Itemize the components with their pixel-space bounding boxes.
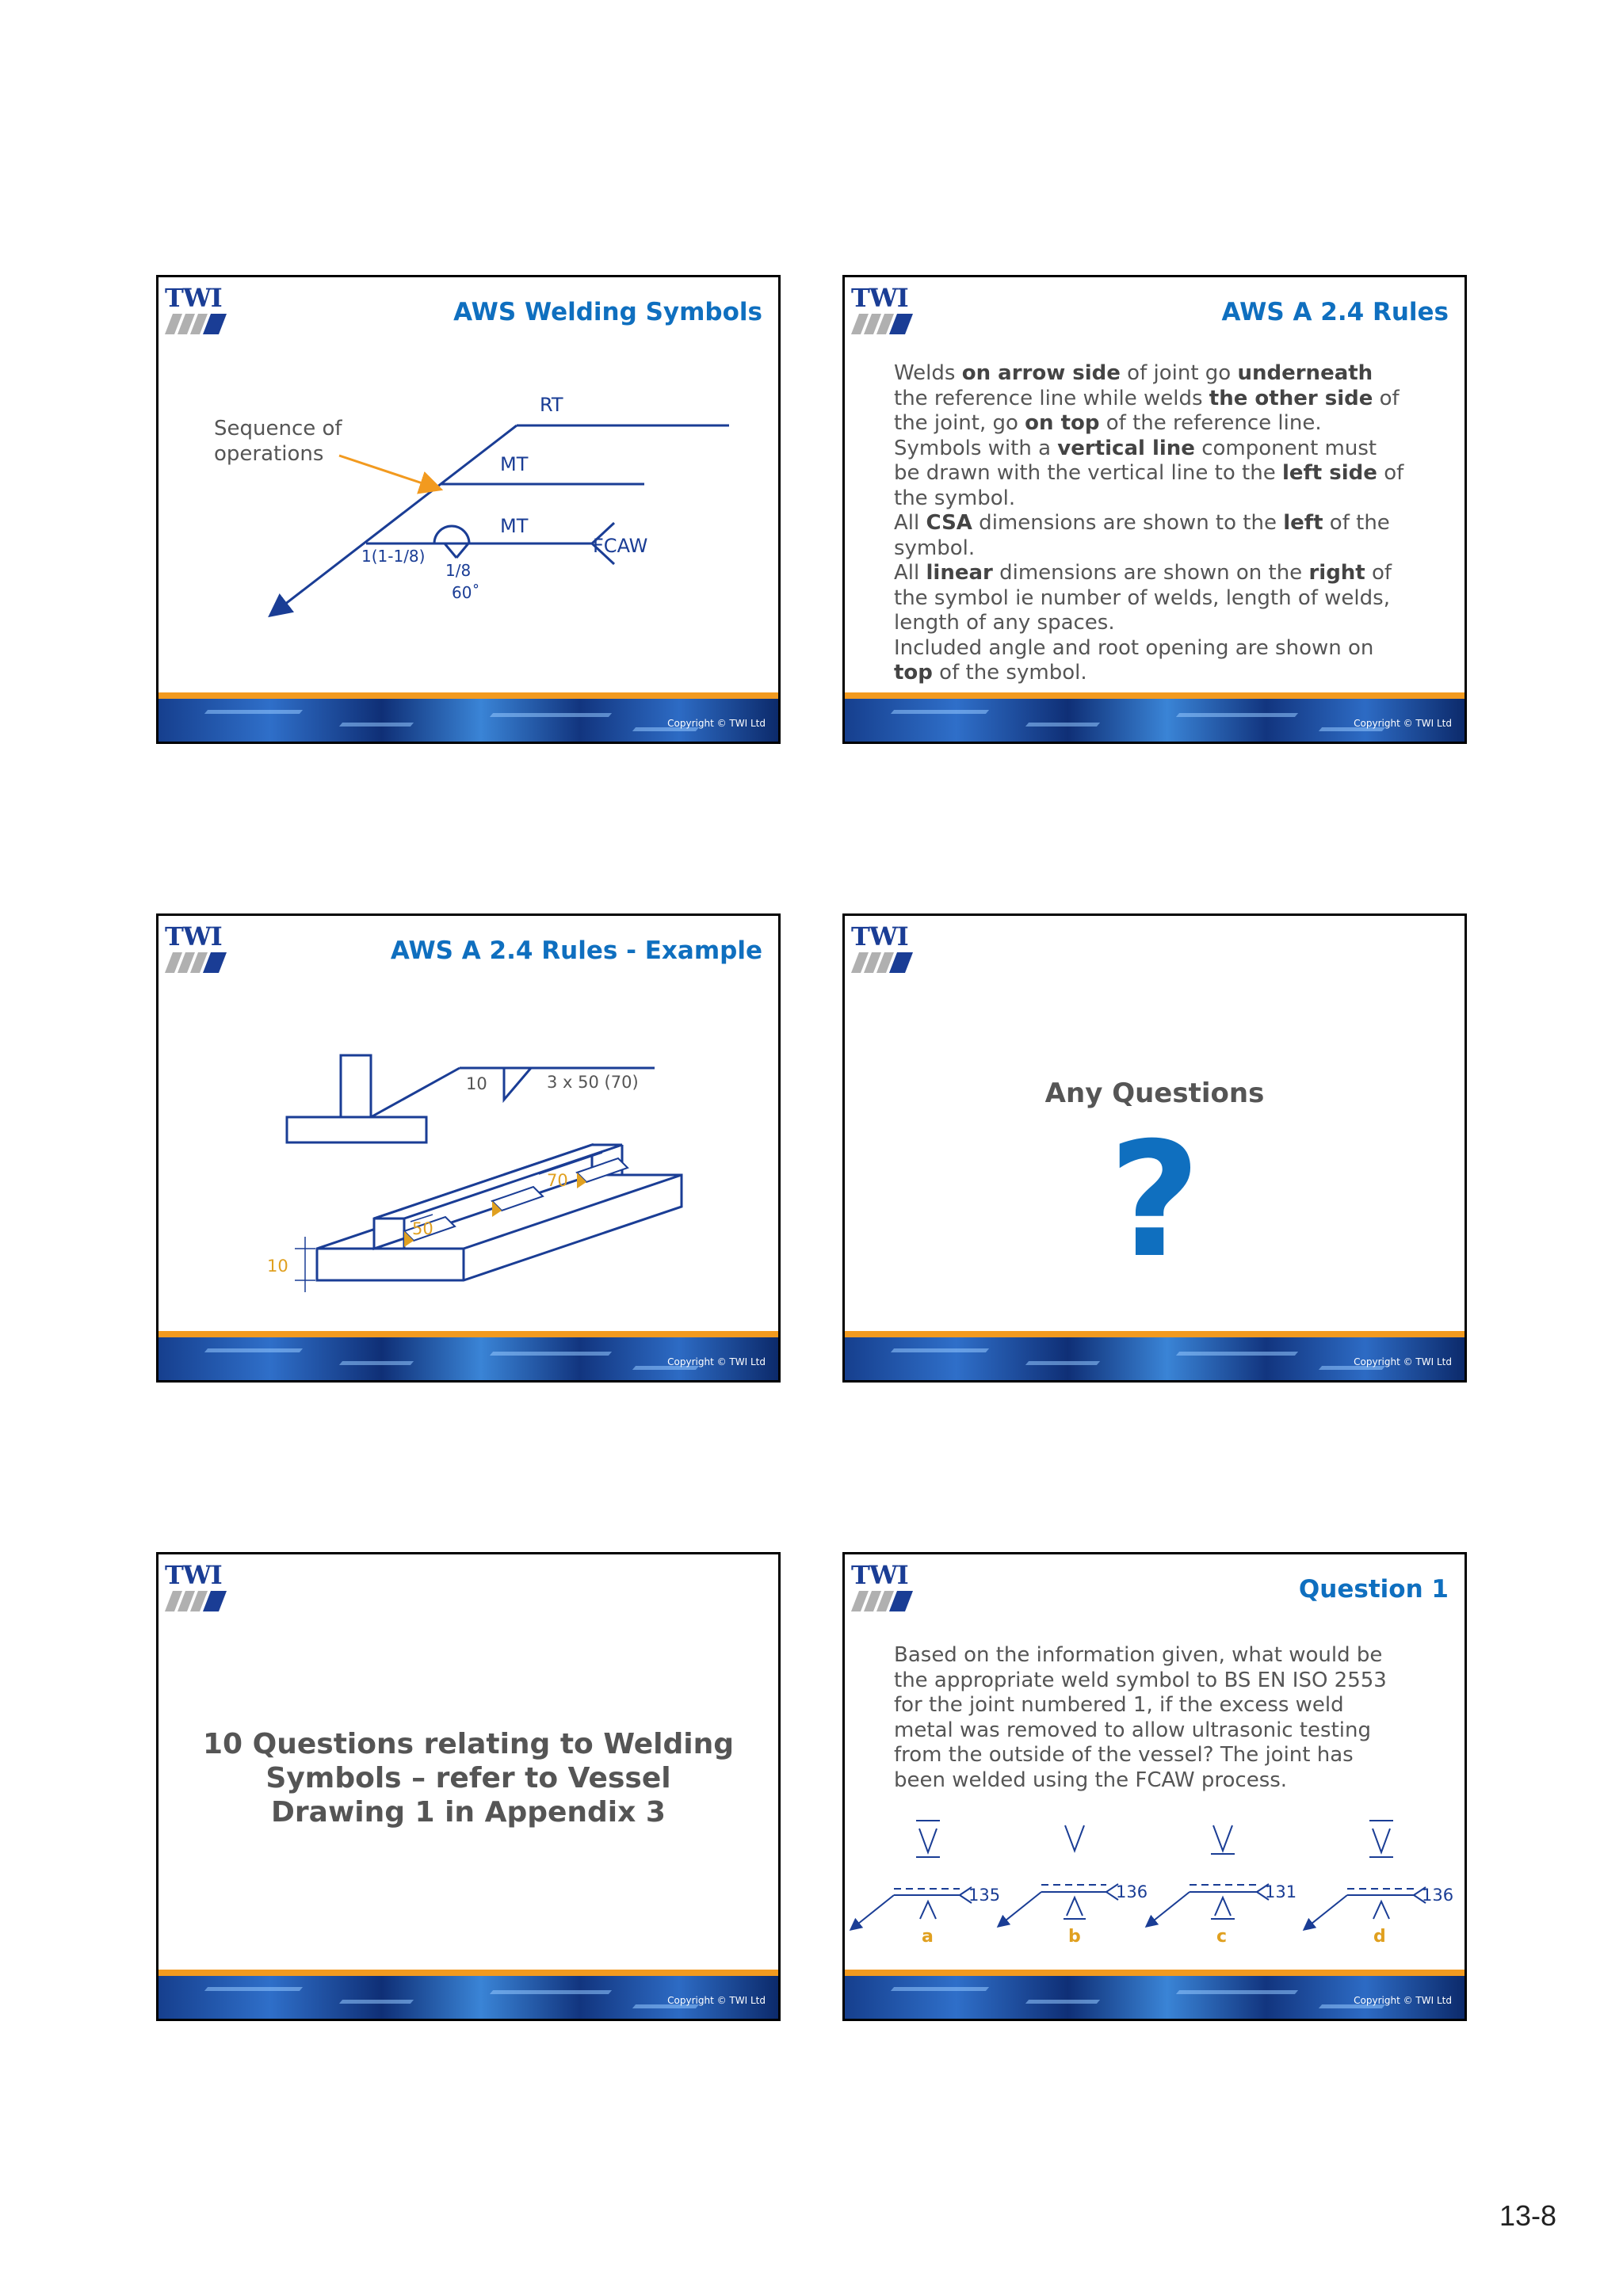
logo-stripes-icon: [851, 952, 915, 974]
rules-line: [894, 586, 1433, 612]
rules-emphasis: on arrow side: [961, 361, 1121, 385]
rules-text-run: Welds: [894, 361, 962, 385]
rules-text-run: of the: [1323, 511, 1390, 535]
slide-title: AWS Welding Symbols: [453, 298, 762, 326]
symbol-arrow-line: [371, 1068, 460, 1117]
dim-length-label: 50: [412, 1219, 433, 1238]
option-b-label[interactable]: b: [1068, 1927, 1081, 1947]
dim-leg-label: 10: [267, 1257, 288, 1276]
slide-footer: [158, 1970, 778, 2019]
twi-logo: [851, 285, 915, 336]
option-c-process: 131: [1265, 1882, 1297, 1901]
rules-line: [894, 561, 1433, 586]
label-dim-left: 1(1-1/8): [361, 547, 426, 566]
slide-footer: [845, 692, 1465, 742]
rules-emphasis: top: [894, 661, 933, 685]
rules-line: [894, 536, 1433, 562]
label-rt: RT: [540, 394, 563, 416]
slide-aws-rules: [842, 275, 1467, 744]
slide-any-questions: [842, 913, 1467, 1383]
copyright-text: Copyright © TWI Ltd: [667, 718, 766, 729]
rules-text-run: of: [1365, 561, 1392, 585]
rules-text-run: the joint, go: [894, 411, 1025, 435]
rules-text-run: symbol.: [894, 536, 976, 560]
rules-text-run: component must: [1194, 436, 1377, 460]
rules-line: [894, 387, 1433, 412]
question-line: from the outside of the vessel? The joint has: [894, 1743, 1354, 1767]
heading-line-1: 10 Questions relating to Welding: [202, 1728, 735, 1760]
rules-emphasis: on top: [1025, 411, 1100, 435]
question-mark-icon: ?: [1108, 1108, 1201, 1293]
symbol-size-label: 10: [466, 1074, 487, 1093]
heading-line-3: Drawing 1 in Appendix 3: [271, 1796, 666, 1829]
rules-line: [894, 411, 1433, 437]
option-b-process: 136: [1116, 1882, 1148, 1901]
rules-emphasis: left side: [1281, 461, 1377, 485]
any-questions-heading: Any Questions: [1044, 1077, 1265, 1109]
rules-text-run: Included angle and root opening are shown on: [894, 635, 1374, 660]
rules-text-run: of: [1377, 461, 1404, 485]
rules-text-run: the reference line while welds: [894, 386, 1209, 410]
rules-text-run: All: [894, 511, 926, 535]
rules-emphasis: left: [1283, 511, 1323, 535]
rules-text-run: the symbol ie number of welds, length of welds,: [894, 585, 1390, 610]
heading-line-2: Symbols – refer to Vessel: [265, 1762, 671, 1794]
t-joint-web: [341, 1055, 371, 1117]
dim-pitch-label: 70: [547, 1171, 568, 1190]
question-line: metal was removed to allow ultrasonic testing: [894, 1718, 1371, 1742]
question-line: the appropriate weld symbol to BS EN ISO 2553: [894, 1668, 1387, 1692]
slide-aws-rules-example: [156, 913, 781, 1383]
question-line: Based on the information given, what would be: [894, 1643, 1383, 1667]
logo-text: TWI: [851, 283, 908, 313]
fillet-weld-example-diagram: [158, 916, 778, 1328]
slide-aws-welding-symbols: [156, 275, 781, 744]
v-groove-symbol: [445, 543, 456, 558]
rules-text-run: be drawn with the vertical line to the: [894, 461, 1282, 485]
rules-emphasis: right: [1308, 561, 1365, 585]
copyright-text: Copyright © TWI Ltd: [667, 1356, 766, 1367]
sequence-label-line-1: Sequence of: [214, 417, 342, 441]
copyright-text: Copyright © TWI Ltd: [1354, 718, 1452, 729]
logo-text: TWI: [851, 1560, 908, 1590]
option-c-symbol: [1150, 1825, 1269, 1924]
rules-text-run: of the reference line.: [1099, 411, 1322, 435]
symbol-length-pitch-label: 3 x 50 (70): [547, 1073, 639, 1092]
rules-line: [894, 486, 1433, 512]
weld-symbol-diagram: [158, 277, 778, 689]
logo-stripes-icon: [165, 1591, 228, 1613]
rules-line: [894, 636, 1433, 662]
logo-text: TWI: [165, 283, 222, 313]
label-mt-1: MT: [500, 453, 529, 475]
slide-question-1: [842, 1552, 1467, 2021]
rules-line: [894, 611, 1433, 636]
answer-options-diagram: [845, 1554, 1465, 1966]
question-line: for the joint numbered 1, if the excess weld: [894, 1693, 1344, 1717]
rules-emphasis: linear: [926, 561, 993, 585]
copyright-text: Copyright © TWI Ltd: [1354, 1356, 1452, 1367]
logo-text: TWI: [851, 921, 908, 952]
rules-text-run: Symbols with a: [894, 436, 1058, 460]
rules-text-run: of: [1373, 386, 1400, 410]
slide-title: Question 1: [1298, 1575, 1449, 1604]
option-d-process: 136: [1422, 1886, 1454, 1905]
slide-footer: [845, 1970, 1465, 2019]
rules-text-run: All: [894, 561, 926, 585]
t-joint-flange: [287, 1117, 426, 1142]
rules-text-run: dimensions are shown to the: [972, 511, 1284, 535]
label-mt-2: MT: [500, 515, 529, 537]
rules-text-run: of joint go: [1120, 361, 1238, 385]
option-a-symbol: [854, 1821, 972, 1927]
option-a-label[interactable]: a: [922, 1927, 934, 1947]
slide-title: AWS A 2.4 Rules: [1221, 298, 1449, 326]
option-c-label[interactable]: c: [1216, 1927, 1228, 1947]
slide-footer: [158, 1331, 778, 1380]
rules-emphasis: underneath: [1237, 361, 1373, 385]
label-root-opening: 1/8: [445, 561, 472, 580]
logo-text: TWI: [165, 921, 222, 952]
logo-stripes-icon: [851, 314, 915, 336]
logo-text: TWI: [165, 1560, 222, 1590]
option-b-symbol: [1002, 1825, 1118, 1924]
page-number: 13-8: [1499, 2199, 1556, 2232]
label-fcaw: FCAW: [593, 535, 648, 557]
rules-text-run: dimensions are shown on the: [992, 561, 1309, 585]
rules-line: [894, 661, 1433, 686]
slide-ten-questions: [156, 1552, 781, 2021]
twi-logo: [165, 1562, 228, 1613]
slide-footer: [845, 1331, 1465, 1380]
melt-through-symbol: [434, 526, 469, 543]
sequence-label: [214, 416, 342, 467]
sequence-pointer-arrow: [339, 456, 432, 486]
fillet-symbol: [504, 1068, 531, 1100]
rules-emphasis: CSA: [926, 511, 972, 535]
question-line: been welded using the FCAW process.: [894, 1768, 1288, 1792]
sequence-label-line-2: operations: [214, 442, 324, 466]
rules-text-run: length of any spaces.: [894, 611, 1115, 635]
slide-footer: [158, 692, 778, 742]
slide-title: AWS A 2.4 Rules - Example: [390, 936, 762, 965]
copyright-text: Copyright © TWI Ltd: [667, 1995, 766, 2006]
rules-emphasis: the other side: [1209, 386, 1373, 410]
option-d-symbol: [1308, 1821, 1426, 1927]
copyright-text: Copyright © TWI Ltd: [1354, 1995, 1452, 2006]
rules-paragraph: [894, 361, 1433, 686]
rules-text-run: of the symbol.: [932, 661, 1087, 685]
rules-text-run: the symbol.: [894, 486, 1016, 510]
rules-emphasis: vertical line: [1057, 436, 1195, 460]
option-a-process: 135: [968, 1886, 1001, 1905]
label-included-angle: 60˚: [452, 583, 480, 602]
twi-logo: [851, 921, 915, 974]
rules-line: [894, 361, 1433, 387]
option-d-label[interactable]: d: [1373, 1927, 1386, 1947]
rules-line: [894, 461, 1433, 486]
rules-line: [894, 437, 1433, 462]
rules-line: [894, 511, 1433, 536]
ten-questions-heading: [158, 1727, 778, 1829]
